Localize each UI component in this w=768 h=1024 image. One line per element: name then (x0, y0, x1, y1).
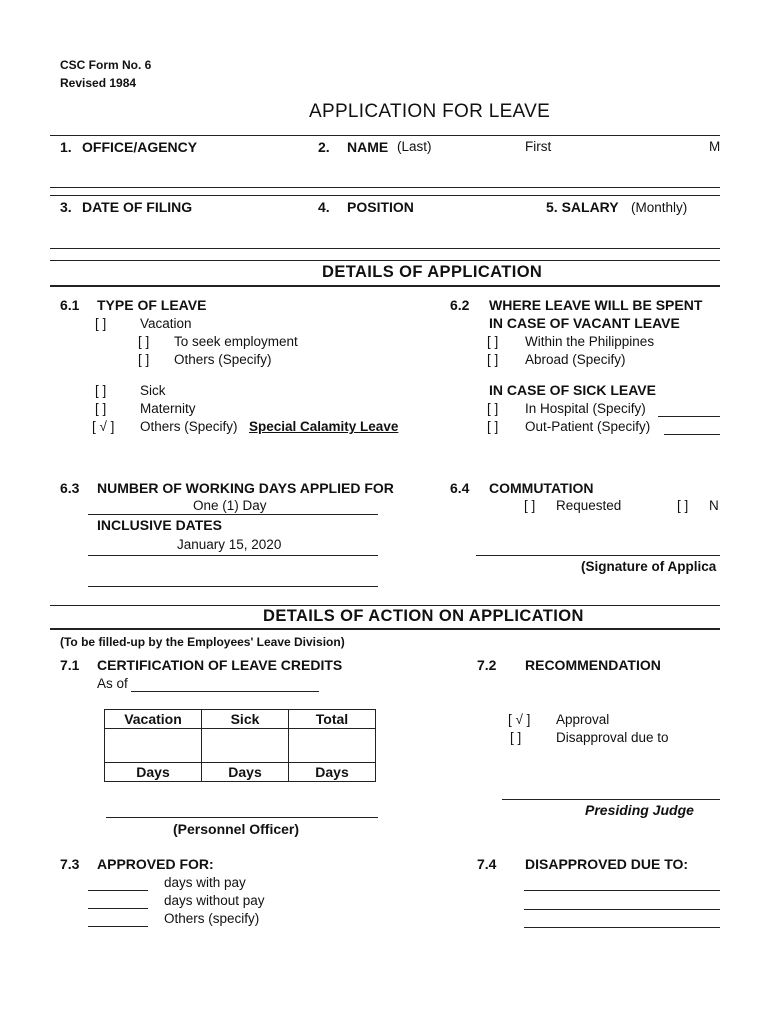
disapproval-checkbox[interactable]: [ ] (510, 730, 522, 745)
abroad-label: Abroad (Specify) (525, 352, 626, 367)
seek-employment-checkbox[interactable]: [ ] (138, 334, 150, 349)
date-number: 3. (60, 199, 72, 215)
type-number: 6.1 (60, 297, 80, 313)
sick-label: Sick (140, 383, 166, 398)
not-requested-checkbox[interactable]: [ ] (677, 498, 689, 513)
divider (50, 187, 720, 188)
name-first-label: First (525, 139, 552, 154)
disapproved-line-1 (524, 890, 720, 891)
with-pay-line (88, 890, 148, 891)
within-philippines-label: Within the Philippines (525, 334, 655, 349)
name-middle-label: M (709, 139, 721, 154)
hospital-line (658, 416, 720, 417)
leave-credits-table (104, 709, 376, 782)
disapproved-number: 7.4 (477, 856, 497, 872)
inclusive-dates-value: January 15, 2020 (177, 537, 282, 552)
without-pay-label: days without pay (164, 893, 265, 908)
personnel-officer-label: (Personnel Officer) (173, 821, 300, 837)
signature-line (476, 555, 720, 556)
approved-for-label: APPROVED FOR: (97, 856, 214, 872)
vacation-days: Days (105, 763, 202, 782)
inclusive-dates-label: INCLUSIVE DATES (97, 517, 222, 533)
others-specify-label: Others (specify) (164, 911, 260, 926)
dates-line (88, 555, 378, 556)
commutation-label: COMMUTATION (489, 480, 594, 496)
divider (50, 135, 720, 136)
seek-employment-label: To seek employment (174, 334, 298, 349)
requested-label: Requested (556, 498, 622, 513)
sick-days: Days (202, 763, 289, 782)
working-days-label: NUMBER OF WORKING DAYS APPLIED FOR (97, 480, 394, 496)
name-label: NAME (347, 139, 389, 155)
name-last-label: (Last) (397, 139, 432, 154)
position-number: 4. (318, 199, 330, 215)
where-leave-label: WHERE LEAVE WILL BE SPENT (489, 297, 703, 313)
total-cell[interactable] (289, 729, 376, 763)
disapproved-line-2 (524, 909, 720, 910)
vacation-others-checkbox[interactable]: [ ] (138, 352, 150, 367)
divider (50, 285, 720, 287)
approved-number: 7.3 (60, 856, 80, 872)
disapproved-line-3 (524, 927, 720, 928)
within-philippines-checkbox[interactable]: [ ] (487, 334, 499, 349)
hospital-checkbox[interactable]: [ ] (487, 401, 499, 416)
divider (50, 605, 720, 606)
sick-cell[interactable] (202, 729, 289, 763)
dates-line-2 (88, 586, 378, 587)
action-note: (To be filled-up by the Employees' Leave Division) (60, 635, 345, 649)
hospital-label: In Hospital (Specify) (525, 401, 646, 416)
sick-checkbox[interactable]: [ ] (95, 383, 107, 398)
sick-header: Sick (202, 710, 289, 729)
sick-leave-case-label: IN CASE OF SICK LEAVE (489, 382, 656, 398)
others-label: Others (Specify) (140, 419, 238, 434)
requested-checkbox[interactable]: [ ] (524, 498, 536, 513)
where-number: 6.2 (450, 297, 470, 313)
total-header: Total (289, 710, 376, 729)
name-number: 2. (318, 139, 330, 155)
form-number: CSC Form No. 6 (60, 58, 152, 72)
others-value: Special Calamity Leave (249, 419, 399, 434)
date-of-filing-label: DATE OF FILING (82, 199, 193, 215)
presiding-judge-label: Presiding Judge (585, 802, 694, 818)
with-pay-label: days with pay (164, 875, 246, 890)
signature-label: (Signature of Applica (581, 559, 717, 574)
divider (50, 195, 720, 196)
divider (50, 628, 720, 630)
disapproved-label: DISAPPROVED DUE TO: (525, 856, 689, 872)
approval-checkbox-checked[interactable]: [ √ ] (508, 712, 531, 727)
rec-number: 7.2 (477, 657, 497, 673)
others-checkbox-checked[interactable]: [ √ ] (92, 419, 115, 434)
divider (50, 248, 720, 249)
salary-label: 5. SALARY (546, 199, 619, 215)
total-days: Days (289, 763, 376, 782)
vacation-checkbox[interactable]: [ ] (95, 316, 107, 331)
vacation-others-label: Others (Specify) (174, 352, 272, 367)
others-line (88, 926, 148, 927)
approval-label: Approval (556, 712, 610, 727)
office-number: 1. (60, 139, 72, 155)
action-title: DETAILS OF ACTION ON APPLICATION (263, 607, 584, 625)
days-number: 6.3 (60, 480, 80, 496)
details-title: DETAILS OF APPLICATION (322, 263, 543, 281)
outpatient-checkbox[interactable]: [ ] (487, 419, 499, 434)
as-of-label: As of (97, 676, 128, 691)
commutation-number: 6.4 (450, 480, 470, 496)
outpatient-line (664, 434, 720, 435)
judge-line (502, 799, 720, 800)
type-of-leave-label: TYPE OF LEAVE (97, 297, 207, 313)
personnel-line (106, 817, 378, 818)
without-pay-line (88, 908, 148, 909)
recommendation-label: RECOMMENDATION (525, 657, 661, 673)
cert-number: 7.1 (60, 657, 80, 673)
vacation-cell[interactable] (105, 729, 202, 763)
vacation-label: Vacation (140, 316, 192, 331)
maternity-checkbox[interactable]: [ ] (95, 401, 107, 416)
working-days-value: One (1) Day (193, 498, 267, 513)
cert-label: CERTIFICATION OF LEAVE CREDITS (97, 657, 343, 673)
maternity-label: Maternity (140, 401, 196, 416)
as-of-line (131, 691, 319, 692)
vacation-header: Vacation (105, 710, 202, 729)
disapproval-label: Disapproval due to (556, 730, 669, 745)
divider (50, 260, 720, 261)
outpatient-label: Out-Patient (Specify) (525, 419, 651, 434)
form-revised: Revised 1984 (60, 76, 137, 90)
office-label: OFFICE/AGENCY (82, 139, 198, 155)
abroad-checkbox[interactable]: [ ] (487, 352, 499, 367)
vacant-leave-label: IN CASE OF VACANT LEAVE (489, 315, 680, 331)
position-label: POSITION (347, 199, 414, 215)
days-line (88, 514, 378, 515)
salary-note: (Monthly) (631, 200, 688, 215)
not-requested-label: N (709, 498, 719, 513)
form-title: APPLICATION FOR LEAVE (309, 101, 551, 122)
